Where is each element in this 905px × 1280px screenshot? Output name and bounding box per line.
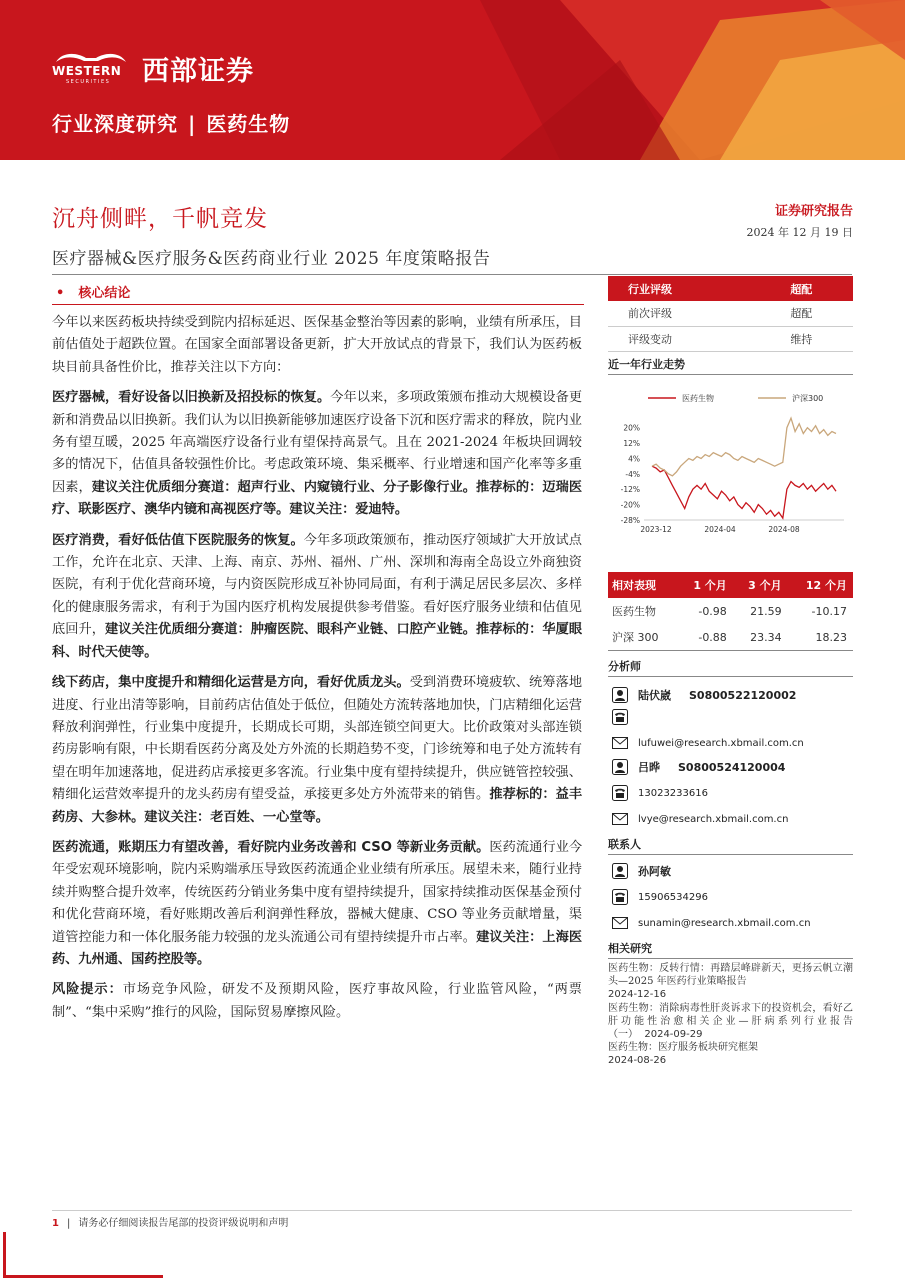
- phone-icon: [612, 709, 628, 725]
- contact-1-row: [612, 862, 689, 880]
- analyst-1-phone-row: [612, 708, 638, 726]
- x-tick-label: 2023-12: [640, 525, 672, 534]
- main-title: 沉舟侧畔，千帆竞发: [52, 206, 268, 232]
- consumer-picks: 建议关注优质细分赛道：肿瘤医院、眼科产业链、口腔产业链。推荐标的：华厦眼科、时代天使等。: [52, 622, 583, 660]
- logo-en: WESTERN: [52, 64, 122, 78]
- performance-name: 沪深 300: [612, 631, 659, 644]
- corner-accent: [3, 1232, 6, 1278]
- trend-chart: [608, 380, 853, 548]
- rating-value: 维持: [790, 326, 853, 351]
- email-icon: [612, 915, 628, 931]
- rating-row-change: [608, 326, 853, 351]
- category-separator: |: [188, 112, 197, 136]
- phone-icon: [612, 785, 628, 801]
- consumer-text: 今年多项政策颁布，推动医疗领域扩大开放试点工作，允许在北京、天津、上海、南京、苏州、福州、广州、深圳和海南全岛设立外商独资医院，有利于优化营商环境，与内资医院形成互补协同局面，有利于满足居民多层次、多样化的健康服务需求，有利于为国内医疗机构发展提供参考借鉴。看好医疗服务业绩和估值见底回升，: [52, 532, 582, 638]
- risk-text: 市场竞争风险，研发不及预期风险，医疗事故风险，行业监管风险，“两票制”、“集中采购”推行的风险，国际贸易摩擦风险。: [52, 982, 582, 1020]
- performance-1m: -0.88: [698, 630, 727, 644]
- logo-en-sub: SECURITIES: [66, 79, 111, 85]
- rating-label: 评级变动: [608, 326, 790, 351]
- report-sector: 医药生物: [206, 112, 291, 136]
- performance-header-cell: 1 个月: [678, 572, 733, 598]
- devices-picks: 建议关注优质细分赛道：超声行业、内窥镜行业、分子影像行业。推荐标的：迈瑞医疗、联影医疗、澳华内镜和高视医疗等。建议关注：爱迪特。: [52, 479, 583, 518]
- footer-divider: [52, 1210, 852, 1211]
- report-type: 证券研究报告: [774, 204, 853, 219]
- legend-label: 沪深300: [792, 394, 824, 403]
- performance-header-row: [608, 572, 853, 598]
- rating-row-current: [608, 276, 853, 301]
- analyst-2-phone: 13023233616: [638, 787, 708, 799]
- page-number: 1: [52, 1218, 59, 1229]
- analyst-2-name: 吕晔: [638, 761, 660, 774]
- related-date: 2024-12-16: [608, 989, 667, 1001]
- performance-header-cell: 3 个月: [733, 572, 788, 598]
- related-research-list: [608, 962, 853, 1068]
- performance-12m: 18.23: [815, 630, 847, 644]
- legend-label: 医药生物: [682, 394, 714, 403]
- person-icon: [612, 863, 628, 879]
- rating-value: 超配: [790, 301, 853, 326]
- y-tick-label: -4%: [625, 469, 640, 479]
- x-tick-label: 2024-04: [704, 525, 736, 534]
- report-date: 2024 年 12 月 19 日: [746, 226, 853, 239]
- paragraph-distribution: [52, 837, 582, 971]
- performance-table: [608, 572, 853, 650]
- related-date: 2024-09-29: [644, 1029, 703, 1041]
- related-title: 医药生物：反转行情：再踏层峰辟新天，更扬云帆立潮头—2025 年医药行业策略报告: [608, 963, 853, 988]
- core-divider: [52, 304, 584, 305]
- analyst-1-row: [612, 686, 796, 704]
- trend-heading: 近一年行业走势: [608, 358, 685, 371]
- performance-divider: [608, 650, 853, 651]
- performance-3m: 23.34: [750, 630, 782, 644]
- devices-lead: 医疗器械，看好设备以旧换新及招投标的恢复。: [52, 390, 331, 406]
- y-tick-label: -20%: [620, 500, 640, 510]
- footer-separator: |: [66, 1218, 71, 1229]
- risk-lead: 风险提示：: [52, 982, 123, 998]
- x-tick-label: 2024-08: [768, 525, 800, 534]
- contact-1-phone: 15906534296: [638, 891, 708, 903]
- contact-1-phone-row: [612, 888, 708, 906]
- y-tick-label: 4%: [628, 454, 640, 464]
- paragraph-intro: [52, 312, 582, 379]
- analyst-1-email-row: [612, 734, 804, 752]
- analyst-2-phone-row: [612, 784, 708, 802]
- analyst-2-row: [612, 758, 785, 776]
- rating-label: 行业评级: [608, 276, 790, 301]
- report-body: [52, 312, 582, 1032]
- title-divider: [52, 274, 852, 275]
- bull-horns-icon: [52, 50, 130, 64]
- analysts-heading: 分析师: [608, 660, 641, 673]
- rating-value: 超配: [790, 276, 853, 301]
- contacts-divider: [608, 854, 853, 855]
- y-tick-label: 12%: [623, 439, 640, 449]
- paragraph-pharmacy: [52, 672, 582, 829]
- series-line: [652, 418, 836, 476]
- analyst-2-email-row: [612, 810, 788, 828]
- performance-row: [608, 598, 853, 624]
- paragraph-consumer: [52, 530, 582, 664]
- related-date: 2024-08-26: [608, 1055, 667, 1067]
- person-icon: [612, 687, 628, 703]
- logo-cn: 西部证券: [142, 55, 254, 87]
- logo-mark: [52, 52, 130, 84]
- analyst-1-cert: S0800522120002: [689, 688, 797, 702]
- performance-name: 医药生物: [612, 605, 656, 618]
- pharmacy-lead: 线下药店，集中度提升和精细化运营是方向，看好优质龙头。: [52, 675, 410, 691]
- contacts-heading: 联系人: [608, 838, 641, 851]
- analyst-2-cert: S0800524120004: [678, 760, 786, 774]
- analyst-1-email[interactable]: lufuwei@research.xbmail.com.cn: [638, 737, 804, 749]
- y-tick-label: 20%: [623, 423, 640, 433]
- corner-accent: [3, 1275, 163, 1278]
- core-conclusion-label: 核心结论: [78, 286, 131, 301]
- intro-text: 今年以来医药板块持续受到院内招标延迟、医保基金整治等因素的影响，业绩有所承压，目前估值处于超跌位置。在国家全面部署设备更新，扩大开放试点的背景下，我们认为医药板块目前具备性价比，推荐关注以下方向：: [52, 315, 582, 375]
- trend-divider: [608, 374, 853, 375]
- analyst-2-email[interactable]: lvye@research.xbmail.com.cn: [638, 813, 789, 825]
- series-line: [652, 466, 836, 518]
- footer-note: 请务必仔细阅读报告尾部的投资评级说明和声明: [78, 1218, 289, 1229]
- core-conclusion-heading: [56, 282, 130, 301]
- contact-1-email[interactable]: sunamin@research.xbmail.com.cn: [638, 917, 811, 929]
- analysts-divider: [608, 676, 853, 677]
- header-banner: [0, 0, 905, 160]
- email-icon: [612, 735, 628, 751]
- related-item[interactable]: [608, 962, 853, 1002]
- performance-12m: -10.17: [811, 604, 847, 618]
- consumer-lead: 医疗消费，看好低估值下医院服务的恢复。: [52, 532, 304, 548]
- related-heading: 相关研究: [608, 942, 652, 955]
- paragraph-risk: [52, 979, 582, 1024]
- performance-row: [608, 624, 853, 650]
- report-category-line: [52, 108, 290, 137]
- distribution-text: 医药流通行业今年受宏观环境影响，院内采购端承压导致医药流通企业业绩有所承压。展望未来，随行业持续并购整合提升效率，传统医药分销业务集中度有望持续提升，国家持续推动医保基金预付和优化营商环境，看好账期改善后利润弹性释放，器械大健康、CSO 等业务贡献增量，渠道管控能力和一体化服务能力较强的龙头流通公司有望持续提升市占率。: [52, 839, 583, 945]
- y-tick-label: -12%: [620, 485, 640, 495]
- company-logo: [52, 50, 254, 86]
- pharmacy-text: 受到消费环境疲软、统筹落地进度、行业出清等影响，目前药店估值处于低位，但随处方流转落地加快，门店精细化运营释放利润弹性，行业集中度提升，长期成长可期，头部连锁空间更大。比价政策对头部连锁药房影响有限，中长期看医药分离及处方外流的长期趋势不变，门诊统筹和电子处方流转有望在明年加速落地，促进药店承接更多客流。行业集中度有望持续提升，供应链管控较强、精细化运营效率提升的龙头药房有望受益，承接更多处方外流带来的销售。: [52, 675, 583, 803]
- distribution-lead: 医药流通，账期压力有望改善，看好院内业务改善和 CSO 等新业务贡献。: [52, 839, 490, 855]
- related-item[interactable]: [608, 1002, 853, 1042]
- related-title: 医药生物：医疗服务板块研究框架: [608, 1042, 758, 1054]
- rating-label: 前次评级: [608, 301, 790, 326]
- rating-row-previous: [608, 301, 853, 326]
- report-category: 行业深度研究: [52, 112, 178, 136]
- rating-table: [608, 276, 853, 352]
- bullet-icon: •: [56, 286, 65, 301]
- person-icon: [612, 759, 628, 775]
- pharmacy-picks: 推荐标的：益丰药房、大参林。建议关注：老百姓、一心堂等。: [52, 787, 583, 825]
- contact-1-email-row: [612, 914, 811, 932]
- performance-1m: -0.98: [698, 604, 727, 618]
- devices-text: 今年以来，多项政策颁布推动大规模设备更新和消费品以旧换新。我们认为以旧换新能够加速医疗设备下沉和医疗需求的释放，院内业务有望互暖，2025 年高端医疗设备行业有望保持高景气。且在 2021-2024 年板块回调较多的情况下，估值具备较强性价比。考虑政策环境、集采概率、行业增速和国产化率等多重因素，: [52, 390, 583, 495]
- related-divider: [608, 958, 853, 959]
- paragraph-devices: [52, 387, 582, 521]
- page-footer: [52, 1214, 288, 1229]
- performance-3m: 21.59: [750, 604, 782, 618]
- related-item[interactable]: [608, 1041, 853, 1067]
- email-icon: [612, 811, 628, 827]
- contact-1-name: 孙阿敏: [638, 865, 671, 878]
- y-tick-label: -28%: [620, 516, 640, 525]
- analyst-1-name: 陆伏崴: [638, 689, 671, 702]
- phone-icon: [612, 889, 628, 905]
- performance-header-cell: 12 个月: [788, 572, 853, 598]
- performance-header-cell: 相对表现: [608, 572, 678, 598]
- sub-title: 医疗器械&医疗服务&医药商业行业 2025 年度策略报告: [52, 249, 491, 269]
- distribution-picks: 建议关注：上海医药、九州通、国药控股等。: [52, 929, 583, 967]
- related-title: 医药生物：消除病毒性肝炎诉求下的投资机会，看好乙肝功能性治愈相关企业—肝病系列行业报告（一）: [608, 1002, 853, 1041]
- trend-chart-svg: [608, 380, 853, 548]
